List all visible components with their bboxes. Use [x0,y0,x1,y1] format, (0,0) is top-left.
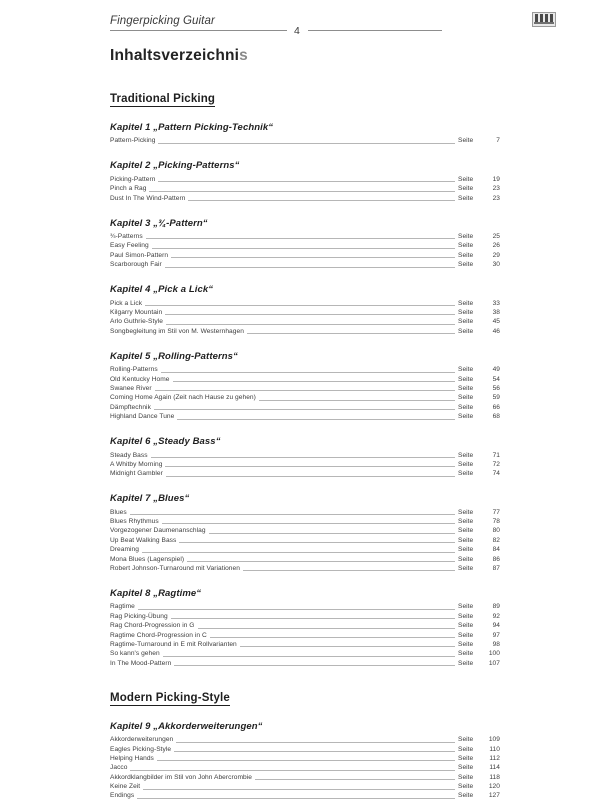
toc-entry[interactable] [110,658,500,667]
toc-leader-dots [187,561,455,562]
toc-leader-dots [173,381,456,382]
toc-leader-dots [177,419,455,420]
toc-entry-seite-label: Seite [458,261,474,269]
toc-entry-page-number: 82 [492,536,500,544]
part-heading: Traditional Picking [110,93,216,105]
toc-entry-label: Blues Rhythmus [110,518,159,526]
toc-entry[interactable] [110,136,500,145]
toc-entry-page-number: 120 [488,783,500,791]
toc-entry-page-number: 26 [492,242,500,250]
toc-entry-page-number: 110 [489,745,500,753]
toc-leader-dots [259,400,455,401]
book-logo-icon [532,12,556,27]
toc-leader-dots [171,257,455,258]
toc-entry[interactable] [110,469,500,478]
toc-entry-label: Helping Hands [110,754,154,762]
toc-entry[interactable] [110,602,500,611]
toc-entry[interactable] [110,753,500,762]
toc-entry-label: Akkorderweiterungen [110,736,174,744]
toc-leader-dots [154,409,455,410]
toc-leader-dots [165,314,455,315]
toc-leader-dots [162,523,455,524]
chapter-title: Kapitel 5 „Rolling-Patterns“ [110,350,238,362]
toc-entry-page-number: 100 [488,650,500,658]
chapter-title: Kapitel 9 „Akkorderweiterungen“ [110,720,263,732]
chapter-block [110,160,500,202]
toc-leader-dots [165,466,455,467]
toc-leader-dots [198,628,456,629]
running-header [110,14,500,40]
toc-entry-page-number: 49 [492,366,500,374]
toc-leader-dots [143,789,455,790]
toc-leader-dots [174,751,455,752]
toc-entry-seite-label: Seite [458,451,474,459]
toc-entry-seite-label: Seite [458,233,474,241]
chapter-block [110,493,500,573]
toc-entry-seite-label: Seite [458,327,474,335]
toc-entry-seite-label: Seite [458,659,474,667]
toc-entry-label: Endings [110,792,135,800]
part-heading: Modern Picking-Style [110,691,230,704]
toc-leader-dots [137,798,455,799]
toc-entry-label: Kilgarry Mountain [110,308,163,316]
toc-entry-label: Dreaming [110,546,139,554]
toc-entry-page-number: 107 [488,659,500,667]
toc-leader-dots [243,570,455,571]
toc-leader-dots [138,609,455,610]
toc-entry-seite-label: Seite [458,518,474,526]
toc-entry[interactable] [110,611,500,620]
toc-entry[interactable] [110,545,500,554]
toc-leader-dots [210,637,455,638]
toc-entry-page-number: 68 [492,413,500,421]
chapter-block [110,436,500,478]
chapter-title: Kapitel 1 „Pattern Picking-Technik“ [110,122,274,133]
chapter-block [110,122,500,145]
toc-entry[interactable] [110,649,500,658]
toc-entry-seite-label: Seite [458,555,474,563]
toc-entry-label: ¾-Patterns [110,233,143,241]
toc-entry-seite-label: Seite [458,565,474,573]
toc-entry[interactable] [110,782,500,791]
page-title-trailing-char: s [239,47,248,64]
toc-entry[interactable] [110,250,500,259]
toc-entry-seite-label: Seite [458,527,474,535]
toc-entry-label: Jacco [110,764,128,772]
toc-entry-page-number: 7 [496,137,500,145]
toc-entry-page-number: 71 [492,451,500,459]
toc-entry[interactable] [110,232,500,241]
toc-leader-dots [174,665,455,666]
toc-entry-label: Blues [110,508,127,516]
toc-entry-page-number: 89 [492,603,500,611]
toc-leader-dots [188,200,455,201]
toc-leader-dots [130,770,455,771]
toc-leader-dots [130,514,455,515]
toc-entry[interactable] [110,450,500,459]
toc-entry-seite-label: Seite [458,413,474,421]
toc-entry-seite-label: Seite [458,394,474,402]
chapter-title: Kapitel 2 „Picking-Patterns“ [110,160,240,172]
toc-entry[interactable] [110,326,500,335]
toc-leader-dots [161,372,455,373]
toc-entry[interactable] [110,517,500,526]
toc-entry-seite-label: Seite [458,194,474,202]
toc-entry-seite-label: Seite [458,650,474,658]
toc-entry[interactable] [110,791,500,800]
toc-entry-label: Picking-Pattern [110,175,156,183]
toc-entry-seite-label: Seite [458,764,474,772]
toc-entry-seite-label: Seite [458,773,474,781]
toc-entry-label: Pinch a Rag [110,185,147,193]
toc-entry[interactable] [110,763,500,772]
page-title [110,47,500,65]
toc-entry-label: Swanee River [110,384,152,392]
page-title-text: Inhaltsverzeichni [110,47,240,64]
toc-entry[interactable] [110,393,500,402]
toc-entry-label: Easy Feeling [110,242,149,250]
toc-entry-label: A Whitby Morning [110,460,163,468]
toc-leader-dots [152,248,455,249]
toc-leader-dots [179,542,455,543]
toc-entry-seite-label: Seite [458,384,474,392]
toc-entry-label: Pick a Lick [110,299,143,307]
chapter-block [110,721,500,800]
toc-entry-page-number: 127 [488,792,500,800]
toc-entry-seite-label: Seite [458,745,474,753]
toc-entry-label: Old Kentucky Home [110,375,170,383]
chapter-block [110,284,500,336]
toc-body [110,65,500,800]
toc-entry[interactable] [110,193,500,202]
chapter-title: Kapitel 8 „Ragtime“ [110,587,202,599]
toc-entry-label: Scarborough Fair [110,261,162,269]
toc-entry-page-number: 45 [492,318,500,326]
toc-entry-label: Midnight Gambler [110,470,163,478]
toc-entry-label: Akkordklangbilder im Stil von John Abercrombie [110,773,252,781]
chapter-block [110,351,500,421]
toc-entry-seite-label: Seite [458,375,474,383]
toc-entry-seite-label: Seite [458,612,474,620]
toc-entry-page-number: 112 [489,754,500,762]
toc-entry-seite-label: Seite [458,754,474,762]
toc-entry[interactable] [110,640,500,649]
toc-entry-label: Rag Chord-Progression in G [110,622,195,630]
toc-entry-seite-label: Seite [458,783,474,791]
toc-entry-page-number: 66 [492,403,500,411]
toc-entry-seite-label: Seite [458,308,474,316]
toc-leader-dots [176,742,455,743]
toc-entry-seite-label: Seite [458,366,474,374]
toc-entry[interactable] [110,241,500,250]
toc-entry-label: Mona Blues (Lagenspiel) [110,555,185,563]
toc-leader-dots [158,143,455,144]
toc-entry-page-number: 23 [492,185,500,193]
toc-leader-dots [151,457,455,458]
toc-entry-label: Steady Bass [110,451,148,459]
toc-leader-dots [247,333,455,334]
toc-entry-label: Highland Dance Tune [110,413,175,421]
running-header-book-title: Fingerpicking Guitar [110,15,215,27]
toc-entry-label: Ragtime-Turnaround in E mit Rollvarianten [110,640,237,648]
toc-entry-label: Arlo Guthrie-Style [110,318,163,326]
toc-entry[interactable] [110,564,500,573]
toc-entry-label: Up Beat Walking Bass [110,536,177,544]
toc-entry-seite-label: Seite [458,251,474,259]
toc-entry-seite-label: Seite [458,736,474,744]
toc-entry[interactable] [110,507,500,516]
toc-entry-label: Ragtime [110,603,135,611]
toc-entry-page-number: 84 [492,546,500,554]
toc-entry-label: Vorgezogener Daumenanschlag [110,527,206,535]
toc-entry-label: Ragtime Chord-Progression in C [110,631,207,639]
toc-entry-seite-label: Seite [458,318,474,326]
chapter-title: Kapitel 3 „¾-Pattern“ [110,217,208,229]
toc-leader-dots [171,618,455,619]
toc-entry[interactable] [110,744,500,753]
toc-entry-page-number: 72 [492,460,500,468]
toc-entry-page-number: 97 [492,631,500,639]
toc-entry-page-number: 33 [492,299,500,307]
toc-entry-page-number: 19 [492,175,500,183]
header-page-number: 4 [294,25,300,37]
toc-entry-seite-label: Seite [458,622,474,630]
toc-leader-dots [163,656,455,657]
toc-entry[interactable] [110,260,500,269]
toc-entry-page-number: 86 [492,555,500,563]
toc-entry-page-number: 25 [492,233,500,241]
toc-entry-page-number: 109 [488,736,500,744]
toc-entry-label: Dust In The Wind-Pattern [110,194,186,202]
toc-entry[interactable] [110,298,500,307]
chapter-block [110,218,500,270]
toc-entry-page-number: 59 [492,394,500,402]
toc-entry-label: Dämpftechnik [110,403,151,411]
toc-entry-page-number: 118 [489,773,500,781]
toc-entry-seite-label: Seite [458,603,474,611]
toc-entry-label: Songbegleitung im Stil von M. Westernhagen [110,327,244,335]
toc-entry[interactable] [110,526,500,535]
toc-entry[interactable] [110,308,500,317]
toc-leader-dots [240,646,455,647]
toc-entry-seite-label: Seite [458,137,474,145]
toc-entry-seite-label: Seite [458,175,474,183]
toc-entry-page-number: 23 [492,194,500,202]
toc-entry-page-number: 80 [492,527,500,535]
toc-entry[interactable] [110,365,500,374]
toc-entry-page-number: 30 [492,261,500,269]
chapter-title: Kapitel 4 „Pick a Lick“ [110,284,214,296]
toc-entry-page-number: 77 [492,508,500,516]
toc-entry[interactable] [110,412,500,421]
toc-leader-dots [166,476,455,477]
toc-entry[interactable] [110,184,500,193]
toc-entry-label: Rolling-Patterns [110,366,158,374]
chapter-title: Kapitel 6 „Steady Bass“ [110,436,221,448]
toc-leader-dots [255,779,455,780]
toc-entry-page-number: 38 [492,308,500,316]
toc-leader-dots [165,267,455,268]
toc-entry-page-number: 29 [492,251,500,259]
toc-entry[interactable] [110,735,500,744]
toc-leader-dots [146,238,455,239]
toc-entry-label: Coming Home Again (Zeit nach Hause zu gehen) [110,394,256,402]
toc-entry-page-number: 92 [492,612,500,620]
header-rule-left [110,30,287,31]
toc-entry-page-number: 56 [492,384,500,392]
toc-entry-page-number: 87 [492,565,500,573]
toc-leader-dots [157,760,455,761]
toc-entry-seite-label: Seite [458,470,474,478]
toc-leader-dots [158,181,455,182]
toc-entry-label: In The Mood-Pattern [110,659,172,667]
toc-entry[interactable] [110,174,500,183]
toc-entry-label: Robert Johnson-Turnaround mit Variationen [110,565,240,573]
toc-entry-label: Keine Zeit [110,783,141,791]
toc-entry-label: Eagles Picking-Style [110,745,172,753]
toc-entry-page-number: 94 [492,622,500,630]
toc-entry-page-number: 78 [492,518,500,526]
toc-entry-page-number: 74 [492,470,500,478]
toc-entry[interactable] [110,317,500,326]
toc-entry[interactable] [110,535,500,544]
toc-entry[interactable] [110,374,500,383]
toc-entry-seite-label: Seite [458,242,474,250]
toc-entry-page-number: 114 [489,764,500,772]
toc-entry[interactable] [110,459,500,468]
toc-entry-page-number: 98 [492,640,500,648]
toc-leader-dots [145,305,455,306]
toc-entry-seite-label: Seite [458,536,474,544]
toc-entry-page-number: 54 [492,375,500,383]
header-rule-right [308,30,442,31]
toc-entry-seite-label: Seite [458,403,474,411]
toc-entry[interactable] [110,630,500,639]
toc-leader-dots [155,390,455,391]
toc-entry-label: So kann's gehen [110,650,160,658]
chapter-title: Kapitel 7 „Blues“ [110,493,190,505]
toc-entry-label: Pattern-Picking [110,137,156,145]
toc-entry[interactable] [110,772,500,781]
toc-entry[interactable] [110,554,500,563]
toc-entry-seite-label: Seite [458,460,474,468]
toc-entry[interactable] [110,402,500,411]
toc-entry-seite-label: Seite [458,299,474,307]
toc-leader-dots [142,552,455,553]
toc-entry-seite-label: Seite [458,546,474,554]
toc-entry-label: Paul Simon-Pattern [110,251,169,259]
toc-leader-dots [149,191,455,192]
toc-leader-dots [209,533,455,534]
toc-entry[interactable] [110,383,500,392]
toc-entry-seite-label: Seite [458,792,474,800]
toc-entry-seite-label: Seite [458,185,474,193]
toc-entry[interactable] [110,621,500,630]
toc-entry-seite-label: Seite [458,508,474,516]
toc-entry-page-number: 46 [492,327,500,335]
toc-entry-seite-label: Seite [458,631,474,639]
toc-entry-label: Rag Picking-Übung [110,612,168,620]
toc-entry-seite-label: Seite [458,640,474,648]
toc-leader-dots [166,324,455,325]
